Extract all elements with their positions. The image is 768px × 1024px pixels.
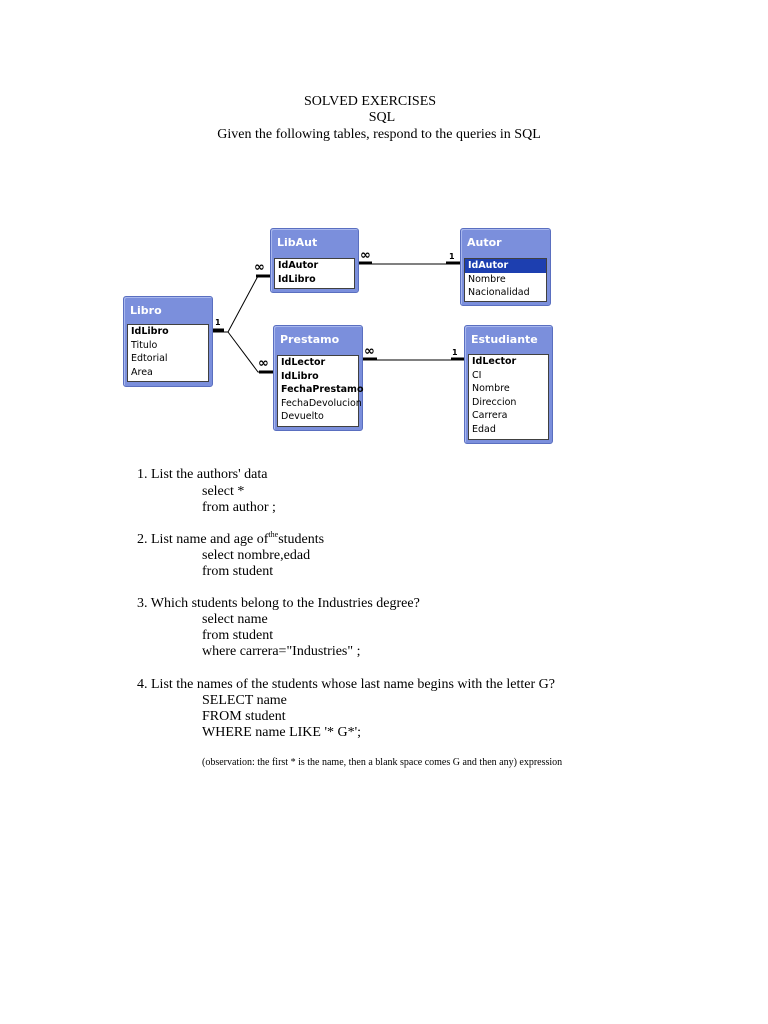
field-idlibro: IdLibro [131,326,169,337]
page-title: SOLVED EXERCISES [303,94,437,109]
sql-line: select * [202,484,245,499]
cardinality-one-libro: 1 [215,318,221,327]
cardinality-many-prestamo: ∞ [258,356,269,371]
field-fechadevolucion: FechaDevolucion [281,397,362,409]
question-text: List name and age of [151,532,269,547]
sql-line: where carrera="Industries" ; [202,644,361,659]
field-idautor: IdAutor [465,259,546,273]
field-area: Area [131,366,153,378]
table-prestamo[interactable] [273,325,363,431]
question-number: 4. [137,677,148,692]
question-text: List the authors' data [151,467,268,482]
question-2 [137,532,324,549]
intro-text: Given the following tables, respond to the queries in SQL [217,127,541,142]
field-nombre: Nombre [468,273,506,285]
relationship-lines [0,0,768,460]
question-number: 1. [137,467,148,482]
field-idlibro: IdLibro [281,370,319,382]
field-titulo: Titulo [131,339,158,351]
table-autor-title: Autor [467,236,502,249]
question-number: 2. [137,532,148,547]
cardinality-many-libaut-autor: ∞ [360,248,371,263]
table-estudiante-fields [468,354,549,440]
sql-line: select nombre,edad [202,548,311,563]
table-estudiante-title: Estudiante [471,333,538,346]
cardinality-many-libaut: ∞ [254,260,265,275]
table-autor[interactable] [460,228,551,306]
sql-line: WHERE name LIKE '* G*'; [202,725,362,740]
field-nacionalidad: Nacionalidad [468,287,530,298]
question-superscript: the [268,530,279,539]
cardinality-one-estudiante: 1 [452,348,458,357]
field-idautor: IdAutor [278,260,319,271]
field-fechaprestamo: FechaPrestamo [281,384,364,395]
field-idlector: IdLector [472,356,517,367]
field-nombre: Nombre [472,383,510,394]
table-libaut[interactable] [270,228,359,293]
question-3 [137,596,420,612]
field-carrera: Carrera [472,410,508,421]
field-direccion: Direccion [472,396,517,408]
question-text: Which students belong to the Industries degree? [150,596,420,611]
question-text-end: students [278,532,325,547]
page-subtitle: SQL [368,110,396,125]
question-1 [137,467,267,483]
observation-note: (observation: the first * is the name, then a blank space comes G and then any) expression [202,757,563,768]
sql-line: from student [202,628,274,643]
sql-line: select name [202,612,268,627]
table-libaut-title: LibAut [277,236,318,249]
question-text: List the names of the students whose last name begins with the letter G? [151,677,555,692]
cardinality-many-prestamo-estudiante: ∞ [364,344,375,359]
sql-line: FROM student [202,709,286,724]
table-prestamo-fields [277,355,364,427]
question-number: 3. [137,596,148,611]
table-libro-title: Libro [130,304,162,317]
field-edad: Edad [472,423,496,435]
sql-line: from author ; [202,500,276,515]
table-estudiante[interactable] [464,325,553,444]
field-idlibro: IdLibro [278,273,316,285]
field-ci: CI [472,369,482,381]
field-devuelto: Devuelto [281,411,324,422]
sql-line: SELECT name [202,693,287,708]
field-edtorial: Edtorial [131,353,168,364]
table-prestamo-title: Prestamo [280,333,340,346]
field-idlector: IdLector [281,357,326,368]
table-libaut-fields [274,258,355,289]
table-libro[interactable] [123,296,213,387]
table-autor-fields [464,258,547,302]
cardinality-one-autor: 1 [449,252,455,261]
table-libro-fields [127,324,209,382]
sql-line: from student [202,564,274,579]
question-4 [137,677,555,693]
